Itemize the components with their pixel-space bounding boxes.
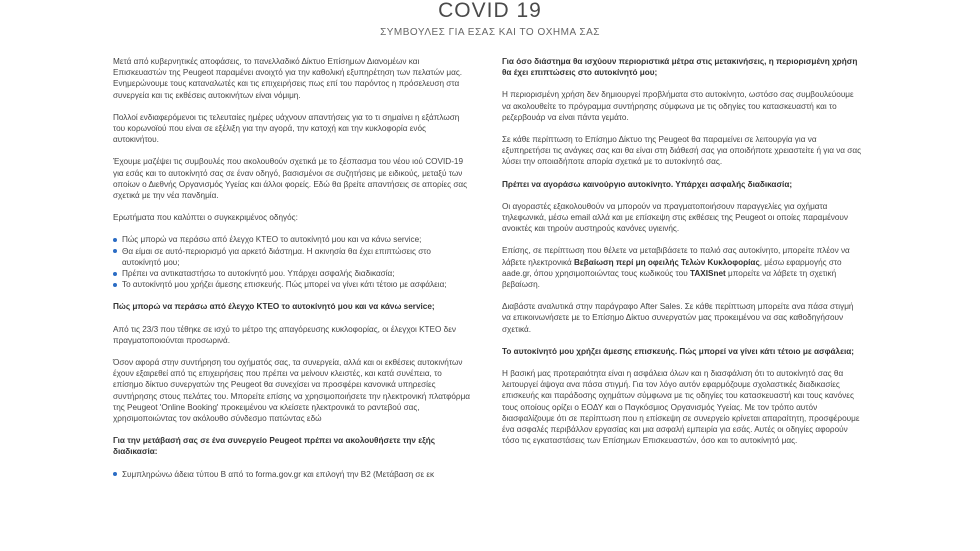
- page-header: [0, 0, 980, 39]
- certificate-link[interactable]: Βεβαίωση περί μη οφειλής Τελών Κυκλοφορίας: [573, 257, 760, 267]
- list-item[interactable]: Πώς μπορώ να περάσω από έλεγχο ΚΤΕΟ το αυτοκίνητό μου και να κάνω service;: [113, 234, 471, 245]
- questions-list: [113, 234, 471, 290]
- bullet-dot-icon: [113, 472, 117, 476]
- paragraph: Όσον αφορά στην συντήρηση του οχήματός σας, τα συνεργεία, αλλά και οι εκθέσεις αυτοκινήτων έχουν εξαιρεθεί από τις επιχειρήσεις που πρέπει να μείνουν κλειστές, και κατά συνέπεια, το επίσημο δίκτυο συνεργατών της Peugeot θα συνεχίσει να προσφέρει κανονικά υπηρεσίες συντήρησης στους πελάτες του. Μπορείτε επίσης να χρησιμοποιήσετε την ηλεκτρονική πλατφόρμα της Peugeot 'Online Booking' προκειμένου να κλείσετε ηλεκτρονικά το ραντεβού σας, χρησιμοποιώντας τον ακόλουθο σύνδεσμο πατώντας εδώ: [113, 358, 471, 424]
- taxisnet-text: TAXISnet: [689, 268, 726, 278]
- page-subtitle: ΣΥΜΒΟΥΛΕΣ ΓΙΑ ΕΣΑΣ ΚΑΙ ΤΟ ΟΧΗΜΑ ΣΑΣ: [380, 27, 600, 38]
- paragraph: Η περιορισμένη χρήση δεν δημιουργεί προβλήματα στο αυτοκίνητο, ωστόσο σας συμβουλεύουμε να ακολουθείτε το πρόγραμμα συντήρησης σύμφωνα με τις οδηγίες του κατασκευαστή και το ρεζερβουάρ να είναι πάντα γεμάτο.: [502, 90, 854, 122]
- paragraph: Η βασική μας προτεραιότητα είναι η ασφάλεια όλων και η διασφάλιση ότι το αυτοκίνητό σας θα λειτουργεί άψογα ανα πάσα στιγμή. Για τον λόγο αυτόν εφαρμόζουμε σχολαστικές διαδικασίες επισκευής και παράδοσης οχημάτων σύμφωνα με τις οδηγίες του κατασκευαστή και τους κανόνες τους οποίους ορίζει ο ΕΟΔΥ και ο Παγκόσμιος Οργανισμός Υγείας. Με τον τρόπο αυτόν διασφαλίζουμε ότι σε περίπτωση που η επίσκεψη σε συνεργείο κρίνεται απαραίτητη, προσφέρουμε ένα ασφαλές περιβάλλον εργασίας και μια ασφαλή εμπειρία για εσάς. Αυτές οι οδηγίες αφορούν τόσο τις εγκαταστάσεις των Επίσημων Επισκευαστών, όσο και το αυτοκίνητό μας.: [502, 369, 860, 446]
- section-heading: Το αυτοκίνητό μου χρήζει άμεσης επισκευής. Πώς μπορεί να γίνει κάτι τέτοιο με ασφάλεια;: [502, 346, 854, 356]
- left-column: [113, 56, 471, 491]
- bullet-dot-icon: [113, 272, 117, 276]
- section-heading: Για όσο διάστημα θα ισχύουν περιοριστικά μέτρα στις μετακινήσεις, η περιορισμένη χρήση θα έχει επιπτώσεις στο αυτοκίνητό μου;: [502, 57, 858, 78]
- bullet-dot-icon: [113, 238, 117, 242]
- section-heading: Πρέπει να αγοράσω καινούργιο αυτοκίνητο. Υπάρχει ασφαλής διαδικασία;: [502, 179, 793, 189]
- bullet-dot-icon: [113, 249, 117, 253]
- procedure-list: [113, 469, 471, 480]
- paragraph: Έχουμε μαζέψει τις συμβουλές που ακολουθούν σχετικά με το ξέσπασμα του νέου ιού COVID-19 για εσάς και το αυτοκίνητό σας σε έναν οδηγό, βασισμένοι σε συζητήσεις με ειδικούς, μεταξύ των οποίων ο Διεθνής Οργανισμός Υγείας και άλλοι φορείς. Εδώ θα βρείτε απαντήσεις σε απορίες σας σχετικά με την νέα πανδημία.: [113, 157, 468, 201]
- section-heading: Για την μετάβασή σας σε ένα συνεργείο Peugeot πρέπει να ακολουθήσετε την εξής διαδικασία:: [113, 436, 436, 457]
- page-title: COVID 19: [438, 0, 542, 22]
- paragraph: Ερωτήματα που καλύπτει ο συγκεκριμένος οδηγός:: [113, 213, 298, 223]
- list-item[interactable]: Το αυτοκίνητό μου χρήζει άμεσης επισκευής. Πώς μπορεί να γίνει κάτι τέτοιο με ασφάλεια;: [113, 279, 471, 290]
- section-heading: Πώς μπορώ να περάσω από έλεγχο ΚΤΕΟ το αυτοκίνητό μου και να κάνω service;: [113, 302, 435, 312]
- list-item: Συμπληρώνω άδεια τύπου Β από το forma.gov.gr και επιλογή την Β2 (Μετάβαση σε εκ: [113, 469, 471, 480]
- paragraph: Από τις 23/3 που τέθηκε σε ισχύ το μέτρο της απαγόρευσης κυκλοφορίας, οι έλεγχοι ΚΤΕΟ δεν πραγματοποιούνται προσωρινά.: [113, 324, 456, 345]
- paragraph: Οι αγοραστές εξακολουθούν να μπορούν να πραγματοποιήσουν παραγγελίες για οχήματα τηλεφωνικά, μέσω email αλλά και με επίσκεψη στις εκθέσεις της Peugeot οι οποίες παραμένουν ανοικτές και τηρούν αυστηρούς κανόνες υγιεινής.: [502, 201, 849, 234]
- paragraph: Επίσης, σε περίπτωση που θέλετε να μεταβιβάσετε το παλιό σας αυτοκίνητο, μπορείτε πλέον να λάβετε ηλεκτρονικά Βεβαίωση περί μη οφειλής Τελών Κυκλοφορίας, μέσω εφαρμογής στο aade.gr, όπου χρησιμοποιώντας τους κωδικούς του TAXISnet μπορείτε να λάβετε τη σχετική βεβαίωση.: [502, 246, 850, 290]
- paragraph: Πολλοί ενδιαφερόμενοι τις τελευταίες ημέρες υάχνουν απαντήσεις για το τι σημαίνει η εξάπλωση του κορωνοϊού που είναι σε εξέλιξη για την αγορά, την κατοχή και την κυκλοφορία ενός αυτοκινήτου.: [113, 112, 460, 145]
- paragraph: Σε κάθε περίπτωση το Επίσημο Δίκτυο της Peugeot θα παραμείνει σε λειτουργία για να εξυπηρετήσει τις ανάγκες σας και θα είναι στη διάθεσή σας για οποιδήποτε χρειαστείτε ή για να σας λύσει την οποιαδήποτε απορία σχετικά με το αυτοκίνητό σας.: [502, 135, 862, 167]
- paragraph: Μετά από κυβερνητικές αποφάσεις, το πανελλαδικό Δίκτυο Επίσημων Διανομέων και Επισκευαστών της Peugeot παραμένει ανοιχτό για την καθολική εξυπηρέτηση των πελατών μας. Ενημερώνουμε τους καταναλωτές και τις επιχειρήσεις πως επί του παρόντος η πρόσελευση στα συνεργεία και τις εκθέσεις αυτοκινήτων είναι νόμιμη.: [113, 57, 463, 100]
- list-item[interactable]: Θα είμαι σε αυτό-περιορισμό για αρκετό διάστημα. Η ακινησία θα έχει επιπτώσεις στο αυτοκίνητό μου;: [113, 246, 471, 268]
- right-column: [502, 56, 862, 457]
- paragraph: Διαβάστε αναλυτικά στην παράγραφο After Sales. Σε κάθε περίπτωση μπορείτε ανα πάσα στιγμή να επικοινωνήσετε με το Επίσημο Δίκτυο συνεργατών μας προκειμένου να σας καθοδηγήσουν σχετικά.: [502, 302, 854, 334]
- bullet-dot-icon: [113, 283, 117, 287]
- list-item[interactable]: Πρέπει να αντικαταστήσω το αυτοκίνητό μου. Υπάρχει ασφαλής διαδικασία;: [113, 268, 471, 279]
